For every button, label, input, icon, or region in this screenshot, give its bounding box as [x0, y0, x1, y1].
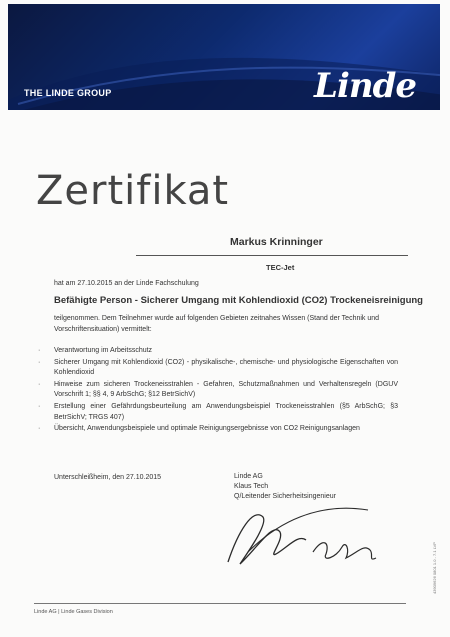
bullet-icon: ·: [38, 425, 41, 433]
header-banner: [8, 4, 440, 110]
recipient-company: TEC-Jet: [266, 263, 295, 272]
signatory-name: Klaus Tech: [234, 483, 269, 490]
name-divider: [136, 255, 408, 256]
recipient-name: Markus Krinninger: [230, 236, 323, 248]
course-title: Befähigte Person - Sicherer Umgang mit Kohlendioxid (CO2) Trockeneisreinigung: [54, 295, 423, 306]
signatory-role: Q/Leitender Sicherheitsingenieur: [234, 493, 336, 500]
certificate-title: Zertifikat: [36, 168, 230, 214]
topics-list: [38, 346, 398, 436]
bullet-icon: ·: [38, 402, 41, 410]
place-date: Unterschleißheim, den 27.10.2015: [54, 474, 162, 481]
linde-logo: Linde: [314, 66, 416, 106]
bullet-icon: ·: [38, 347, 41, 354]
list-item: · Erstellung einer Gefährdungsbeurteilung am Anwendungsbeispiel Trockeneisstrahlen (§5 ArbSchG; §3 BetrSichV; TRGS 407): [38, 402, 398, 421]
bullet-icon: ·: [38, 380, 41, 388]
list-item: · Hinweise zum sicheren Trockeneisstrahlen - Gefahren, Schutzmaßnahmen und Verhaltensregeln (DGUV Vorschrift 1; §§ 4, 9 ArbSchG; §12 BetrSichV): [38, 380, 398, 399]
footer-divider: [34, 603, 406, 604]
bullet-icon: ·: [38, 358, 41, 366]
handwritten-signature: [218, 492, 388, 572]
attended-line: hat am 27.10.2015 an der Linde Fachschulung: [54, 280, 199, 287]
list-item: · Verantwortung im Arbeitsschutz: [38, 346, 398, 357]
list-item: · Sicherer Umgang mit Kohlendioxid (CO2) - physikalische-, chemische- und physiologische Eigenschaften von Kohlendioxid: [38, 358, 398, 377]
group-label: THE LINDE GROUP: [24, 88, 112, 98]
signatory-org: Linde AG: [234, 473, 263, 480]
list-item: · Übersicht, Anwendungsbeispiele und optimale Reinigungsergebnisse von CO2 Reinigungsanlagen: [38, 424, 398, 435]
footer-text: Linde AG | Linde Gases Division: [34, 609, 113, 615]
intro-text: teilgenommen. Dem Teilnehmer wurde auf folgenden Gebieten zeitnahes Wissen (Stand der Technik und Vorschriftensituation) vermittelt:: [54, 315, 380, 333]
side-document-code: 43909626 0801 1.0 - 7.1 LVP: [432, 542, 437, 594]
